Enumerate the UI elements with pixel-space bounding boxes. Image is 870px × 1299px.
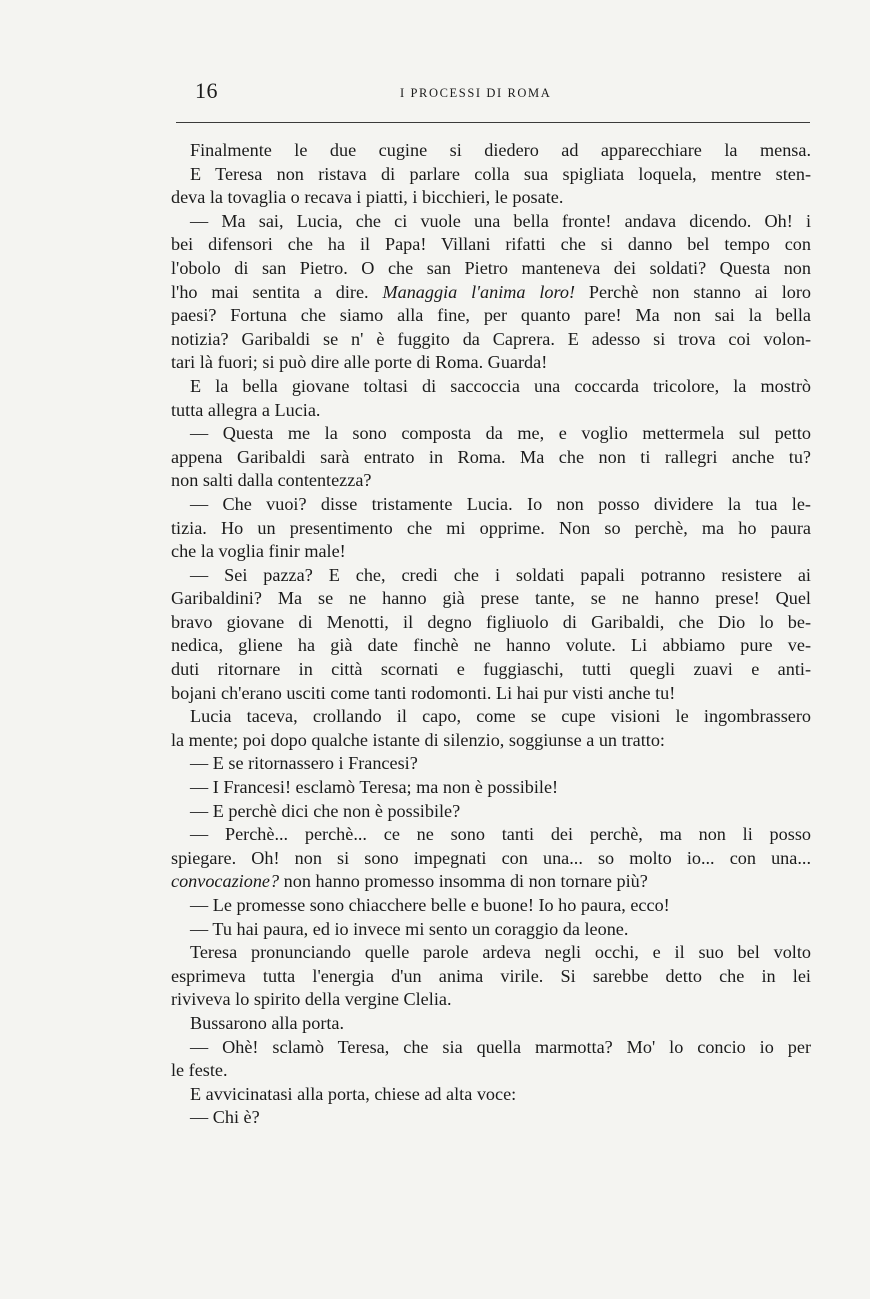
text-line: — E se ritornassero i Francesi? <box>190 753 418 774</box>
body-text <box>171 139 811 1130</box>
text-line: Finalmente le due cugine si diedero ad apparecchiare la mensa. <box>190 140 811 160</box>
text-line: tizia. Ho un presentimento che mi opprime. Non so perchè, ma ho paura <box>171 517 811 538</box>
text-line: Bussarono alla porta. <box>190 1012 345 1033</box>
page-number: 16 <box>195 78 218 103</box>
italic-phrase: Managgia l'anima loro! <box>382 281 576 302</box>
text-line: — I Francesi! esclamò Teresa; ma non è possibile! <box>190 777 559 798</box>
text-line: bojani ch'erano usciti come tanti rodomonti. Li hai pur visti anche tu! <box>171 682 676 703</box>
text-line: notizia? Garibaldi se n' è fuggito da Caprera. E adesso si trova coi volon- <box>171 328 811 349</box>
text-line: tutta allegra a Lucia. <box>171 399 321 420</box>
text-line: E Teresa non ristava di parlare colla sua spigliata loquela, mentre sten- <box>190 163 811 184</box>
text-line: E avvicinatasi alla porta, chiese ad alta voce: <box>190 1083 517 1104</box>
text-line-with-italic <box>171 870 811 894</box>
text-line: l'obolo di san Pietro. O che san Pietro manteneva dei soldati? Questa non <box>171 257 811 278</box>
text-line: appena Garibaldi sarà entrato in Roma. Ma che non ti rallegri anche tu? <box>171 446 811 467</box>
text-line: — Questa me la sono composta da me, e voglio mettermela sul petto <box>190 423 811 444</box>
text-line: riviveva lo spirito della vergine Clelia. <box>171 989 452 1010</box>
text-line: spiegare. Oh! non si sono impegnati con una... so molto io... con una... <box>171 847 811 868</box>
text-line: — Chi è? <box>190 1107 260 1128</box>
text-line: duti ritornare in città scornati e fuggiaschi, tutti quegli zuavi e anti- <box>171 659 811 680</box>
text-line: che la voglia finir male! <box>171 541 346 562</box>
text-line: tari là fuori; si può dire alle porte di Roma. Guarda! <box>171 352 548 373</box>
text-line: — Che vuoi? disse tristamente Lucia. Io non posso dividere la tua le- <box>190 493 811 514</box>
text-line: — Ohè! sclamò Teresa, che sia quella marmotta? Mo' lo concio io per <box>190 1036 811 1057</box>
text-segment: Perchè non stanno ai loro <box>588 281 811 302</box>
text-line: esprimeva tutta l'energia d'un anima virile. Si sarebbe detto che in lei <box>171 965 811 986</box>
running-title: I PROCESSI DI ROMA <box>400 86 552 100</box>
text-line: le feste. <box>171 1060 228 1081</box>
text-line: bei difensori che ha il Papa! Villani rifatti che si danno bel tempo con <box>171 234 811 255</box>
italic-phrase: convocazione? <box>171 871 280 892</box>
header-rule <box>176 122 810 123</box>
text-line: — Le promesse sono chiacchere belle e buone! Io ho paura, ecco! <box>190 895 670 915</box>
text-segment: l'ho mai sentita a dire. <box>171 281 369 302</box>
text-line: — Sei pazza? E che, credi che i soldati papali potranno resistere ai <box>190 564 811 585</box>
text-line: deva la tovaglia o recava i piatti, i bicchieri, le posate. <box>171 187 564 208</box>
text-line: paesi? Fortuna che siamo alla fine, per quanto pare! Ma non sai la bella <box>171 305 811 326</box>
text-line: — Ma sai, Lucia, che ci vuole una bella fronte! andava dicendo. Oh! i <box>190 210 811 231</box>
text-line: non salti dalla contentezza? <box>171 470 372 491</box>
text-segment: non hanno promesso insomma di non tornare più? <box>283 871 648 892</box>
text-line: la mente; poi dopo qualche istante di silenzio, soggiunse a un tratto: <box>171 729 665 750</box>
text-line: Teresa pronunciando quelle parole ardeva negli occhi, e il suo bel volto <box>190 942 811 963</box>
text-line: nedica, gliene ha già date finchè ne hanno volute. Li abbiamo pure ve- <box>171 635 811 656</box>
text-line: — E perchè dici che non è possibile? <box>190 800 461 821</box>
text-line: Lucia taceva, crollando il capo, come se cupe visioni le ingombrassero <box>190 706 811 727</box>
text-line: bravo giovane di Menotti, il degno figliuolo di Garibaldi, che Dio lo be- <box>171 611 811 632</box>
text-line-with-italic <box>171 281 811 305</box>
text-line: Garibaldini? Ma se ne hanno già prese tante, se ne hanno prese! Quel <box>171 588 811 609</box>
text-line: E la bella giovane toltasi di saccoccia una coccarda tricolore, la mostrò <box>190 375 811 396</box>
text-line: — Perchè... perchè... ce ne sono tanti dei perchè, ma non li posso <box>190 824 811 845</box>
text-line: — Tu hai paura, ed io invece mi sento un coraggio da leone. <box>190 918 629 939</box>
